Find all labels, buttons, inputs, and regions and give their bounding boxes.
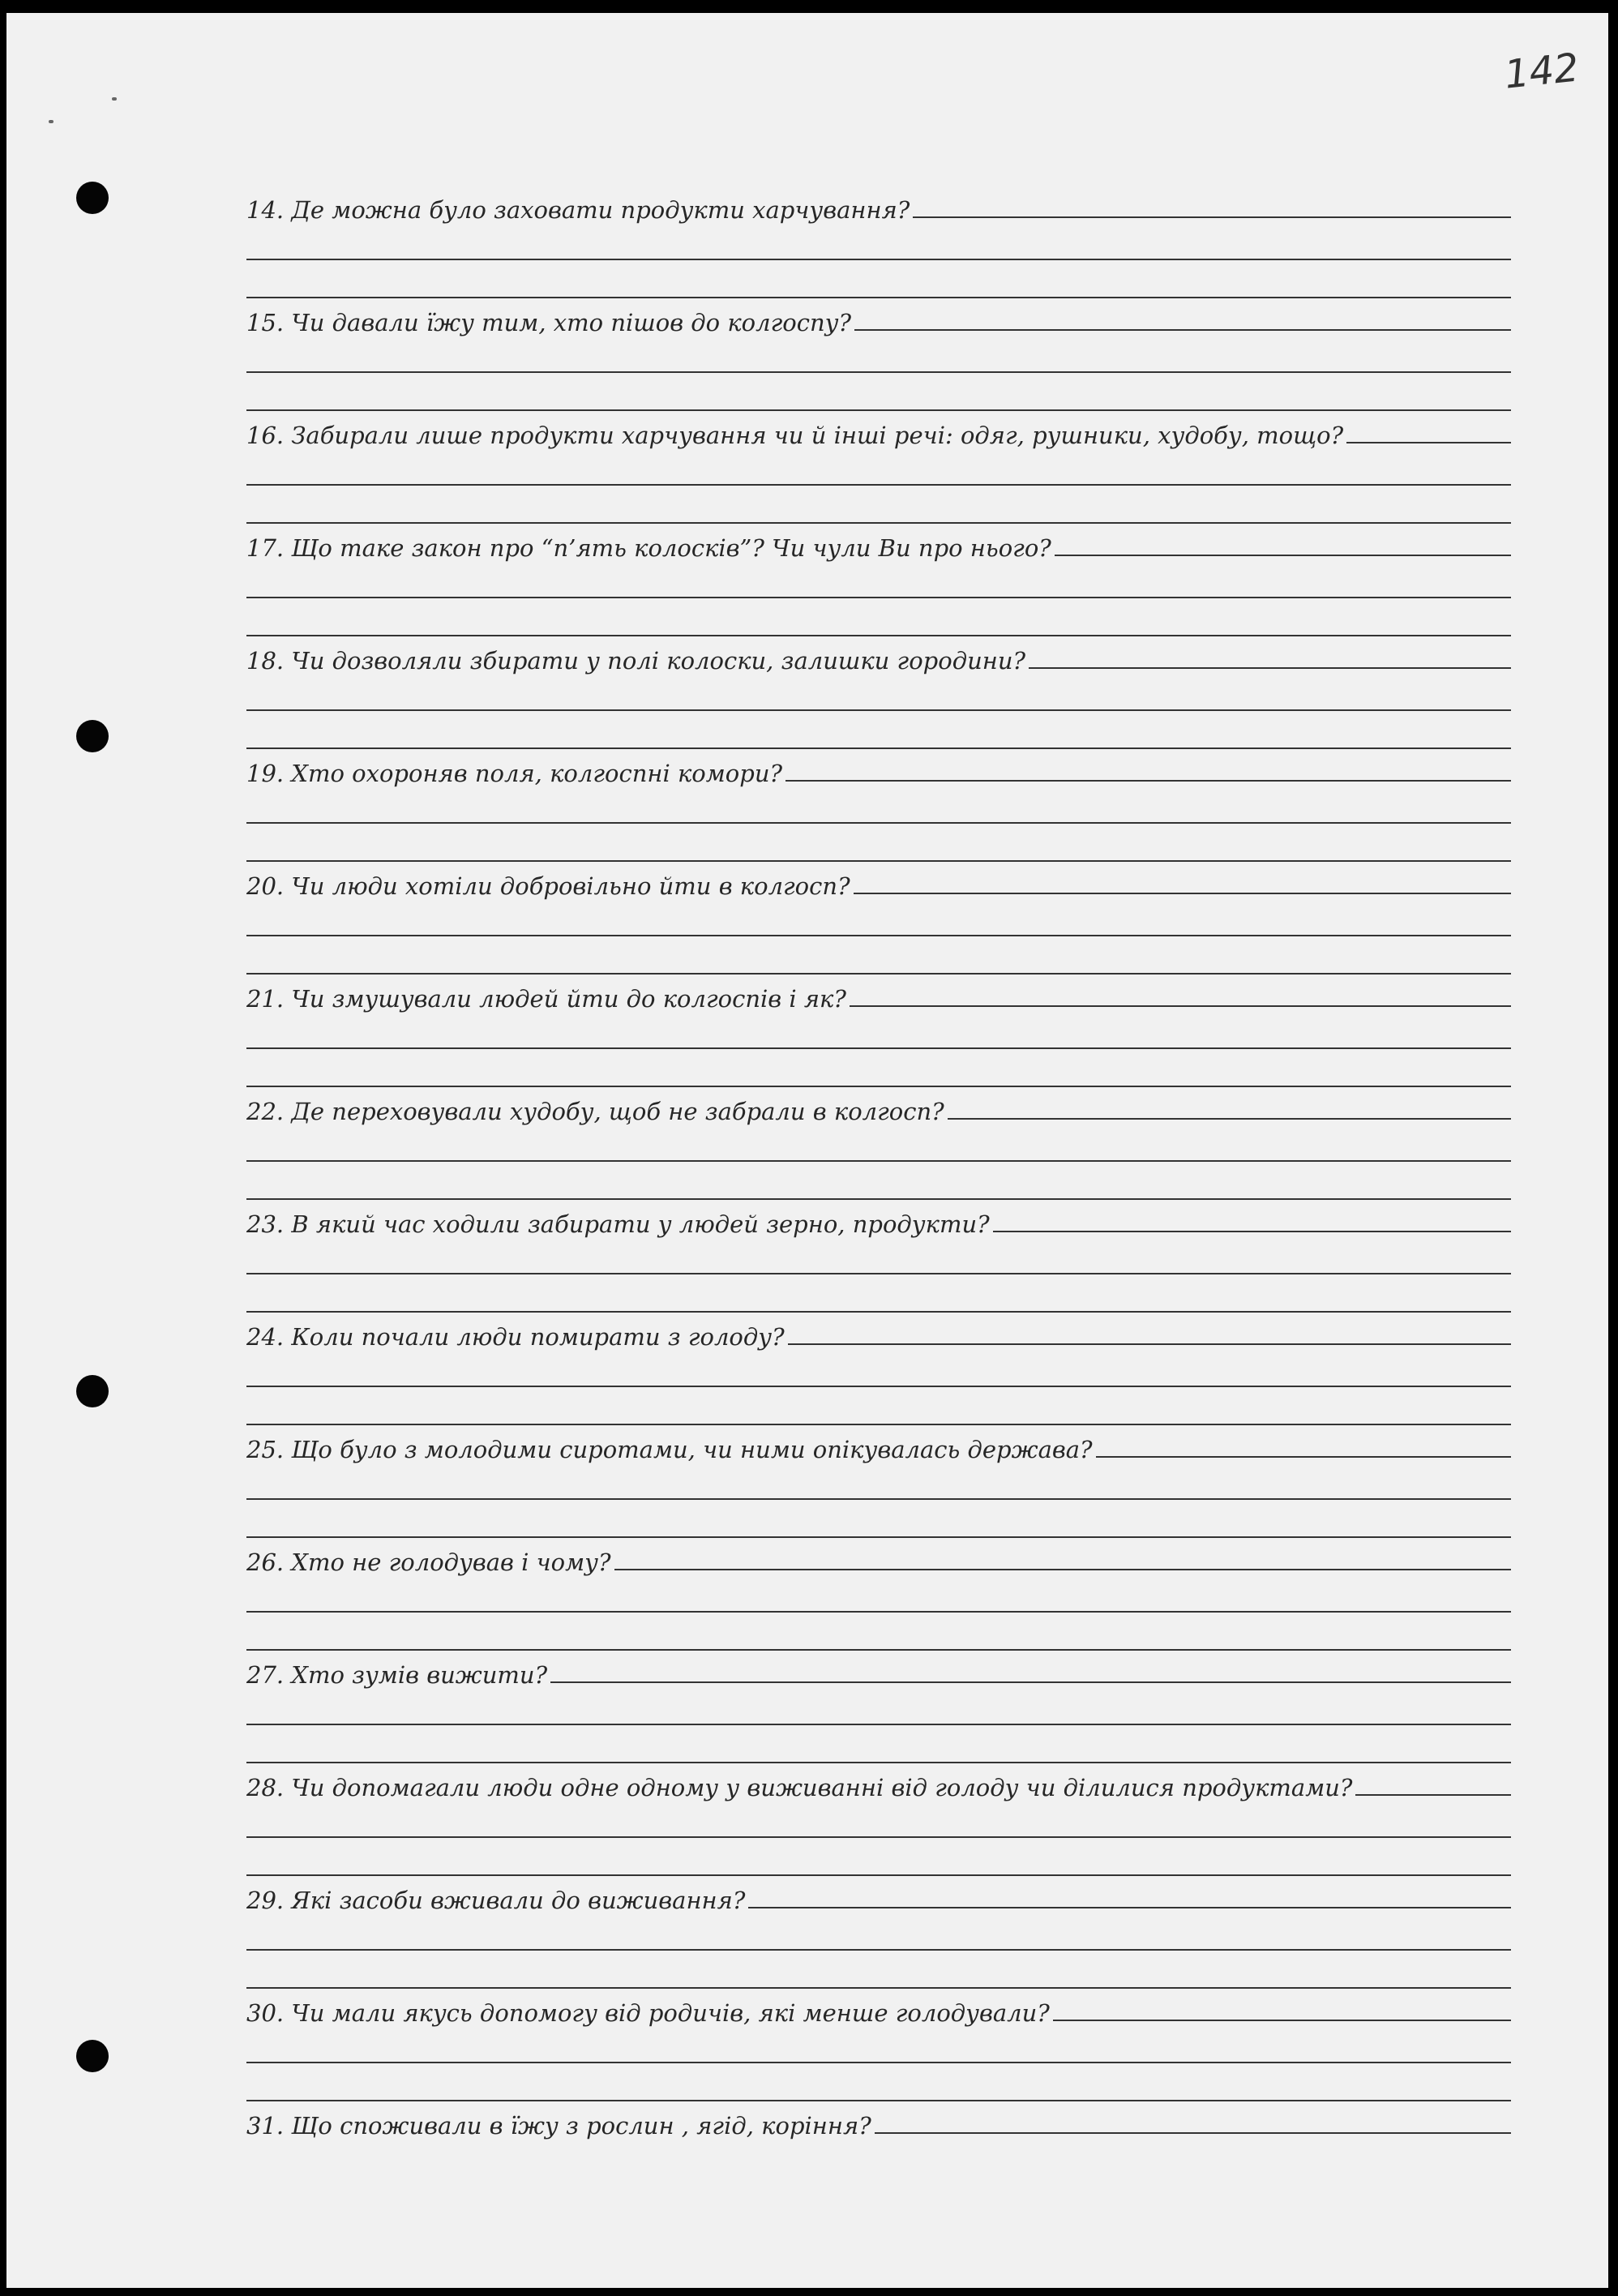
answer-line[interactable] bbox=[246, 1687, 1511, 1725]
answer-line[interactable] bbox=[748, 1907, 1511, 1908]
answer-line[interactable] bbox=[246, 1838, 1511, 1876]
question-text: 23. В який час ходили забирати у людей зерно, продукти? bbox=[246, 1210, 990, 1238]
question-19 bbox=[246, 747, 1511, 859]
answer-line[interactable] bbox=[246, 1574, 1511, 1613]
question-21 bbox=[246, 972, 1511, 1085]
answer-line[interactable] bbox=[850, 1005, 1511, 1007]
answer-line[interactable] bbox=[246, 898, 1511, 936]
answer-line[interactable] bbox=[854, 329, 1511, 331]
question-14 bbox=[246, 183, 1511, 296]
answer-line[interactable] bbox=[246, 1349, 1511, 1387]
answer-line[interactable] bbox=[246, 1011, 1511, 1049]
answer-line[interactable] bbox=[993, 1231, 1511, 1232]
question-text: 31. Що споживали в їжу з рослин , ягід, коріння? bbox=[246, 2112, 871, 2140]
answer-line[interactable] bbox=[246, 1387, 1511, 1425]
answer-line[interactable] bbox=[246, 2063, 1511, 2101]
answer-line[interactable] bbox=[246, 1913, 1511, 1951]
answer-line[interactable] bbox=[246, 222, 1511, 260]
question-24 bbox=[246, 1310, 1511, 1423]
answer-line[interactable] bbox=[246, 560, 1511, 598]
question-text: 14. Де можна було заховати продукти харчування? bbox=[246, 196, 910, 224]
answer-line[interactable] bbox=[948, 1118, 1511, 1120]
question-20 bbox=[246, 859, 1511, 972]
answer-line[interactable] bbox=[246, 1613, 1511, 1651]
answer-line[interactable] bbox=[246, 1500, 1511, 1538]
answer-line[interactable] bbox=[246, 711, 1511, 749]
answer-line[interactable] bbox=[788, 1343, 1511, 1345]
answer-line[interactable] bbox=[246, 1462, 1511, 1500]
question-29 bbox=[246, 1874, 1511, 1986]
question-25 bbox=[246, 1423, 1511, 1536]
answer-line[interactable] bbox=[246, 1236, 1511, 1274]
answer-line[interactable] bbox=[246, 373, 1511, 411]
question-26 bbox=[246, 1536, 1511, 1648]
punch-hole bbox=[76, 182, 109, 214]
question-text: 22. Де переховували худобу, щоб не забрали в колгосп? bbox=[246, 1098, 944, 1125]
answer-line[interactable] bbox=[246, 1800, 1511, 1838]
question-text: 28. Чи допомагали люди одне одному у виживанні від голоду чи ділилися продуктами? bbox=[246, 1774, 1353, 1801]
answer-line[interactable] bbox=[913, 216, 1511, 218]
question-31 bbox=[246, 2099, 1511, 2212]
punch-hole bbox=[76, 1375, 109, 1407]
answer-line[interactable] bbox=[1346, 442, 1511, 443]
paper-speck bbox=[49, 120, 54, 123]
answer-line[interactable] bbox=[246, 598, 1511, 636]
answer-line[interactable] bbox=[246, 936, 1511, 975]
question-list bbox=[246, 183, 1511, 2212]
answer-line[interactable] bbox=[246, 1162, 1511, 1200]
answer-line[interactable] bbox=[246, 786, 1511, 824]
question-text: 24. Коли почали люди помирати з голоду? bbox=[246, 1323, 785, 1351]
question-text: 15. Чи давали їжу тим, хто пішов до колгоспу? bbox=[246, 309, 851, 336]
question-text: 25. Що було з молодими сиротами, чи ними опікувалась держава? bbox=[246, 1436, 1093, 1463]
question-28 bbox=[246, 1761, 1511, 1874]
question-23 bbox=[246, 1197, 1511, 1310]
question-text: 29. Які засоби вживали до виживання? bbox=[246, 1887, 746, 1914]
answer-line[interactable] bbox=[246, 1951, 1511, 1989]
answer-line[interactable] bbox=[1355, 1794, 1511, 1796]
question-16 bbox=[246, 409, 1511, 521]
question-18 bbox=[246, 634, 1511, 747]
question-22 bbox=[246, 1085, 1511, 1197]
punch-hole bbox=[76, 2040, 109, 2072]
answer-line[interactable] bbox=[1096, 1456, 1511, 1458]
answer-line[interactable] bbox=[550, 1681, 1511, 1683]
question-text: 16. Забирали лише продукти харчування чи й інші речі: одяг, рушники, худобу, тощо? bbox=[246, 422, 1344, 449]
question-text: 18. Чи дозволяли збирати у полі колоски, залишки городини? bbox=[246, 647, 1026, 675]
answer-line[interactable] bbox=[246, 2025, 1511, 2063]
answer-line[interactable] bbox=[246, 824, 1511, 862]
answer-line[interactable] bbox=[875, 2132, 1511, 2134]
paper-speck bbox=[112, 97, 117, 101]
answer-line[interactable] bbox=[246, 673, 1511, 711]
question-text: 30. Чи мали якусь допомогу від родичів, які менше голодували? bbox=[246, 1999, 1050, 2027]
answer-line[interactable] bbox=[614, 1569, 1511, 1570]
answer-line[interactable] bbox=[246, 1124, 1511, 1162]
answer-line[interactable] bbox=[246, 260, 1511, 298]
question-text: 19. Хто охороняв поля, колгоспні комори? bbox=[246, 760, 783, 787]
answer-line[interactable] bbox=[246, 335, 1511, 373]
question-text: 17. Що таке закон про “п’ять колосків”? Чи чули Ви про нього? bbox=[246, 534, 1051, 562]
question-text: 21. Чи змушували людей йти до колгоспів і як? bbox=[246, 985, 846, 1013]
punch-hole bbox=[76, 720, 109, 752]
answer-line[interactable] bbox=[1029, 667, 1511, 669]
question-17 bbox=[246, 521, 1511, 634]
answer-line[interactable] bbox=[1055, 555, 1511, 556]
answer-line[interactable] bbox=[785, 780, 1511, 782]
answer-line[interactable] bbox=[854, 893, 1511, 894]
page-number: 142 bbox=[1502, 45, 1582, 98]
answer-line[interactable] bbox=[246, 1049, 1511, 1087]
question-27 bbox=[246, 1648, 1511, 1761]
answer-line[interactable] bbox=[246, 448, 1511, 486]
question-text: 26. Хто не голодував і чому? bbox=[246, 1549, 611, 1576]
answer-line[interactable] bbox=[246, 1725, 1511, 1763]
question-text: 27. Хто зумів вижити? bbox=[246, 1661, 548, 1689]
question-text: 20. Чи люди хотіли добровільно йти в колгосп? bbox=[246, 872, 850, 900]
answer-line[interactable] bbox=[1053, 2020, 1511, 2021]
answer-line[interactable] bbox=[246, 1274, 1511, 1313]
answer-line[interactable] bbox=[246, 486, 1511, 524]
questionnaire-page bbox=[6, 13, 1608, 2288]
question-15 bbox=[246, 296, 1511, 409]
question-30 bbox=[246, 1986, 1511, 2099]
